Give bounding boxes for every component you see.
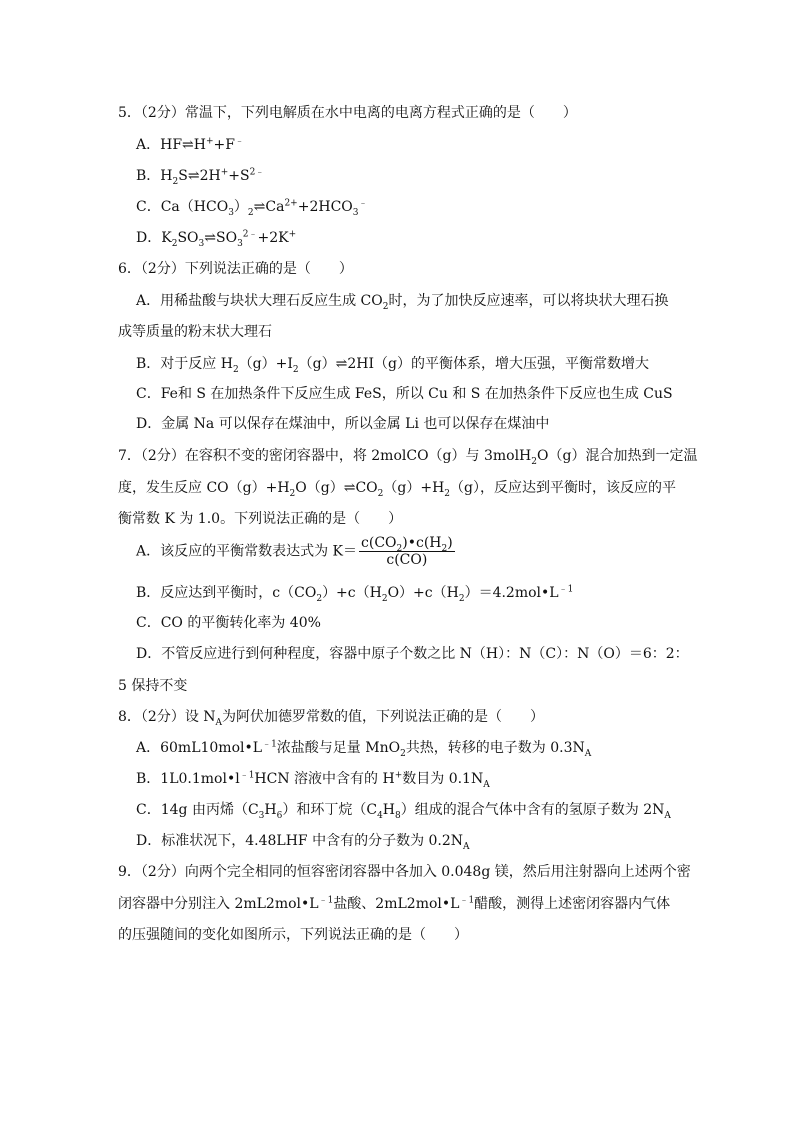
q6-option-d: D．金属 Na 可以保存在煤油中，所以金属 Li 也可以保存在煤油中 xyxy=(136,416,550,432)
q8-option-a: A．$60mL10mol•L^{﹣1}$浓盐酸与足量 MnO$_2$共热，转移的电子数为 $0.3N_A$ xyxy=(136,739,592,759)
q6-option-b: B．对于反应 $H_2(g)+I_2(g)\rightleftharpoons 2HI(g)$的平衡体系，增大压强，平衡常数增大 xyxy=(136,356,649,375)
q9-stem-line3: 的压强随间的变化如图所示，下列说法正确的是（ ） xyxy=(118,927,468,943)
q7-option-b: B．反应达到平衡时，$c(CO_2)+c(H_2O)+c(H_2)=4.2mol•L^{﹣1}$ xyxy=(136,584,574,604)
q7-option-c: C．CO 的平衡转化率为 40% xyxy=(136,615,321,631)
q5-option-d: D．$K_2SO_3\rightleftharpoons SO_3^{2﹣}+2K^+$ xyxy=(136,229,297,249)
q9-stem-line2: 闭容器中分别注入 $2mL2mol•L^{﹣1}$盐酸、$2mL2mol•L^{﹣1}$醋酸，测得上述密闭容器内气体 xyxy=(118,895,671,912)
q8-stem: 8．（2分）设 $N_A$为阿伏加德罗常数的值，下列说法正确的是（ ） xyxy=(118,709,545,728)
q8-option-d: D．标准状况下，4.48LHF 中含有的分子数为 $0.2N_A$ xyxy=(136,833,470,852)
q5-option-a: A．HF⇌H++F﹣ xyxy=(136,136,245,153)
q7-stem-line2: 度，发生反应 $CO(g)+H_2O(g)\rightleftharpoons CO_2(g)+H_2(g)$，反应达到平衡时，该反应的平 xyxy=(118,480,676,499)
q5-option-c: C．$Ca(HCO_3)_2\rightleftharpoons Ca^{2+}+2HCO_3^﹣$ xyxy=(136,198,368,218)
q5-stem: 5．（2分）常温下，下列电解质在水中电离的电离方程式正确的是（ ） xyxy=(118,105,577,121)
q5-option-b: B．$H_2S\rightleftharpoons 2H^++S^{2﹣}$ xyxy=(136,167,265,187)
q8-option-c: C．14g 由丙烯$(C_3H_6)$和环丁烷$(C_4H_8)$组成的混合气体中含有的氢原子数为 $2N_A$ xyxy=(136,802,671,821)
q7-option-d-cont: 5 保持不变 xyxy=(118,678,188,694)
q6-option-c: C．Fe和 S 在加热条件下反应生成 FeS，所以 Cu 和 S 在加热条件下反应也生成 CuS xyxy=(136,386,673,402)
q6-option-a-cont: 成等质量的粉末状大理石 xyxy=(118,324,272,340)
q7-option-a: A．该反应的平衡常数表达式为 K＝ $\frac{c(CO_2)•c(H_2)}{c(CO)}$ xyxy=(136,535,453,568)
q7-option-d: D．不管反应进行到何种程度，容器中原子个数之比 N（H）：N（C）：N（O）＝6：2： xyxy=(136,646,689,662)
equilibrium-constant-fraction: $\frac{c(CO_2)•c(H_2)}{c(CO)}$ xyxy=(361,535,453,568)
q9-stem-line1: 9．（2分）向两个完全相同的恒容密闭容器中各加入 0.048g 镁，然后用注射器向上述两个密 xyxy=(118,864,691,880)
q7-stem-line3: 衡常数 K 为 1.0。下列说法正确的是（ ） xyxy=(118,511,403,527)
q7-stem-line1: 7．（2分）在容积不变的密闭容器中，将 2molCO（g）与 3molH$_2$O（g）混合加热到一定温 xyxy=(118,448,698,467)
q8-option-b: B．$1L0.1mol•l^{﹣1}HCN$ 溶液中含有的 H+数目为 $0.1N_A$ xyxy=(136,770,490,790)
q6-option-a: A．用稀盐酸与块状大理石反应生成 $CO_2$时，为了加快反应速率，可以将块状大理石换 xyxy=(136,293,669,312)
q6-stem: 6．（2分）下列说法正确的是（ ） xyxy=(118,261,353,277)
